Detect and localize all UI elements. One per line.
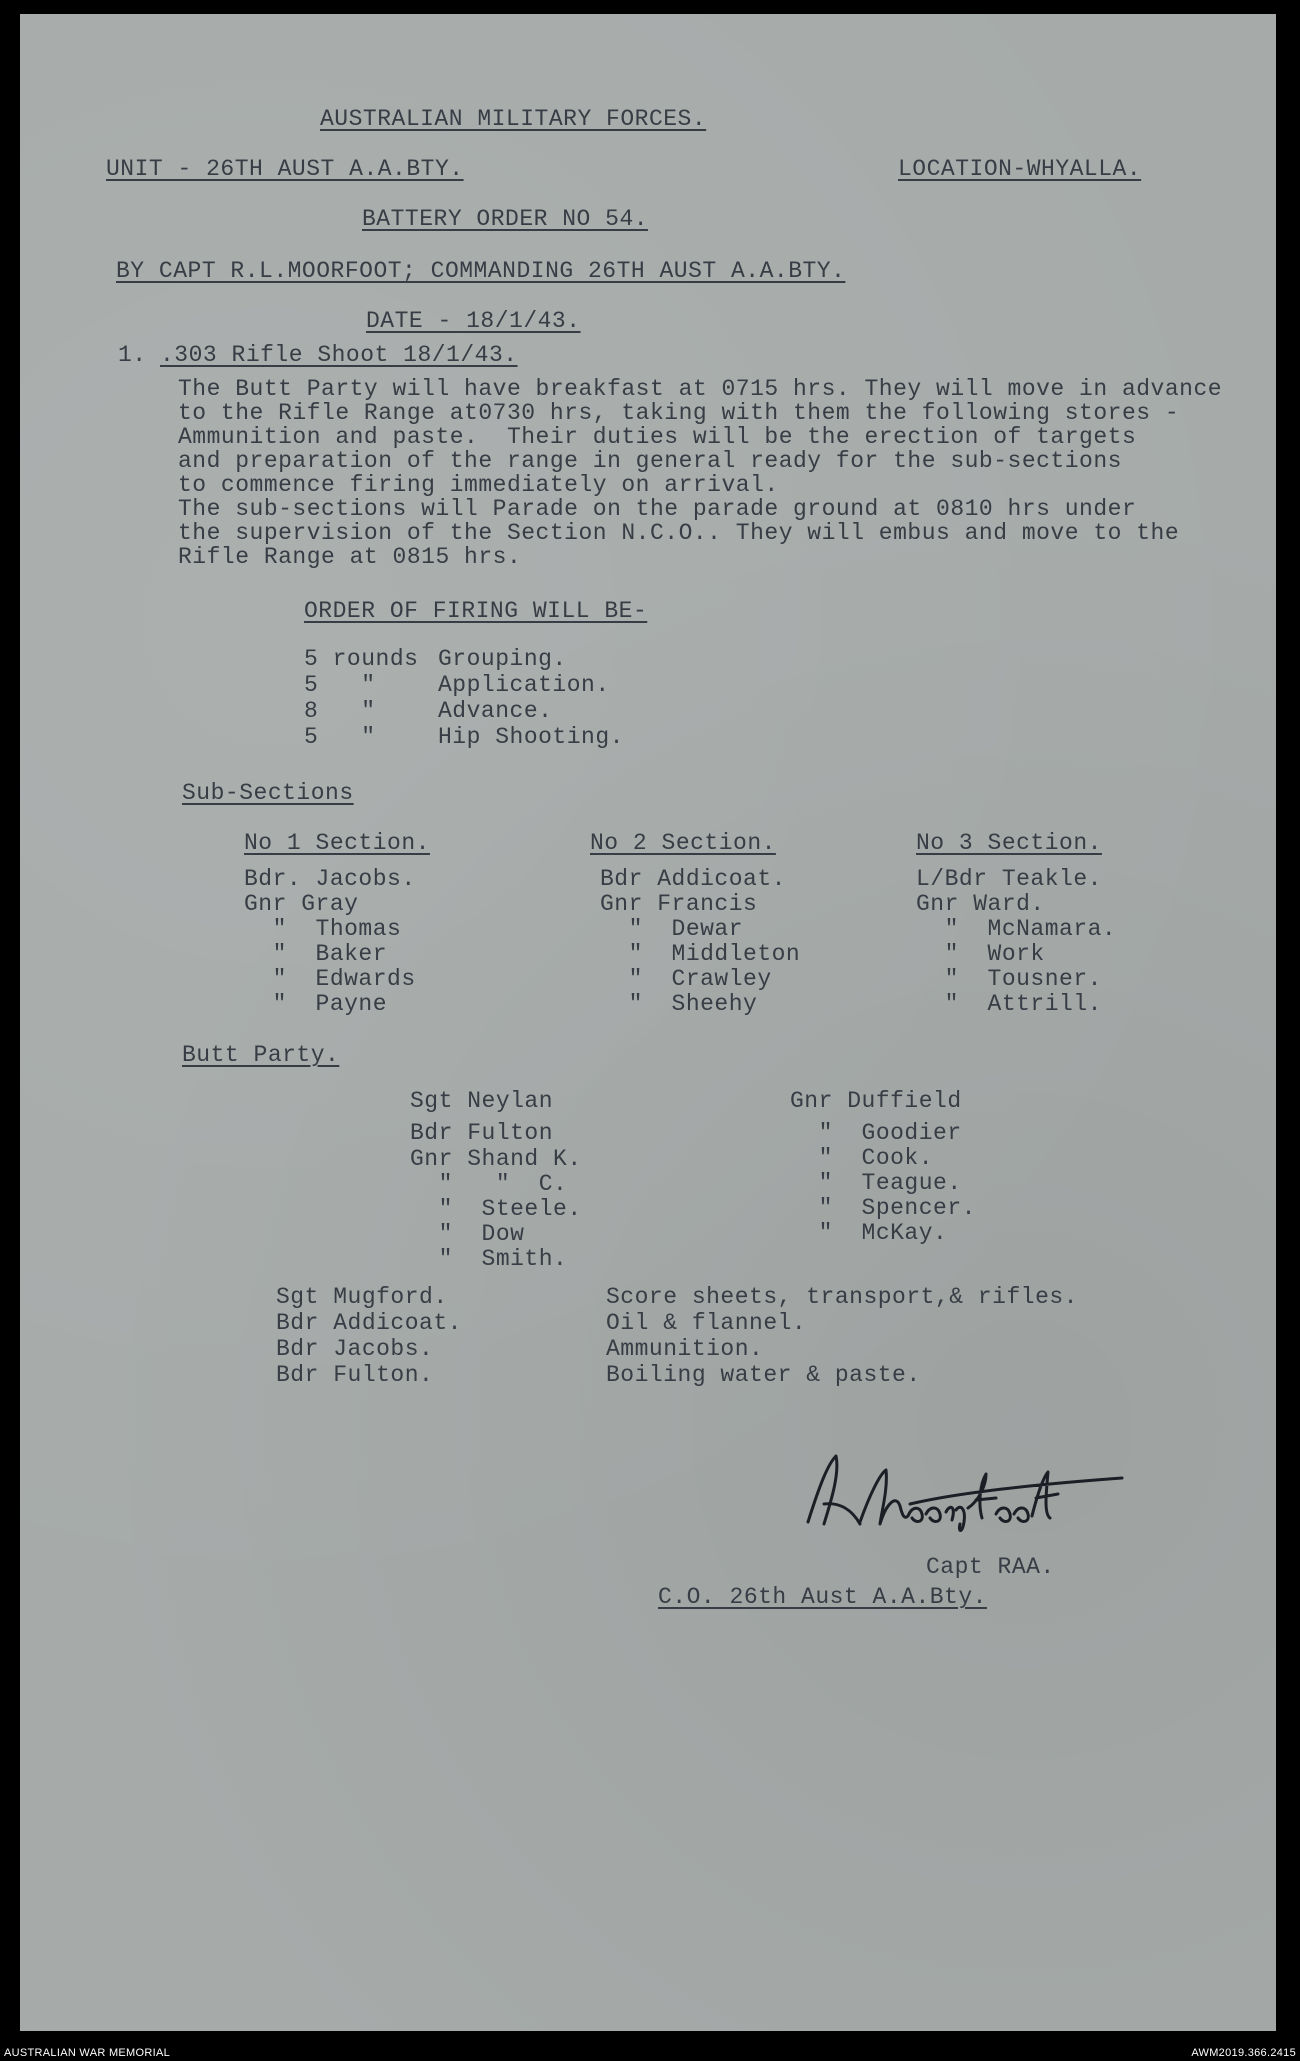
forces-heading: AUSTRALIAN MILITARY FORCES.	[320, 106, 707, 132]
roster-entry: " Work	[916, 941, 1045, 967]
firing-type: Application.	[438, 672, 610, 698]
duty-task: Ammunition.	[606, 1336, 764, 1362]
paragraph-line: The sub-sections will Parade on the parade ground at 0810 hrs under	[178, 496, 1137, 522]
paragraph-line: to the Rifle Range at0730 hrs, taking with them the following stores -	[178, 400, 1180, 426]
section-title: No 1 Section.	[244, 830, 430, 856]
roster-entry: Bdr Fulton	[410, 1120, 554, 1146]
roster-entry: " Dow	[410, 1221, 525, 1247]
roster-entry: Gnr Shand K.	[410, 1146, 582, 1172]
roster-entry: " Dewar	[600, 916, 744, 942]
roster-entry: Bdr Addicoat.	[600, 866, 786, 892]
firing-rounds: 8 "	[304, 698, 376, 724]
paragraph-line: Rifle Range at 0815 hrs.	[178, 544, 522, 570]
roster-entry: Gnr Francis	[600, 891, 758, 917]
roster-entry: " Tousner.	[916, 966, 1102, 992]
paragraph-line: the supervision of the Section N.C.O.. They will embus and move to the	[178, 520, 1180, 546]
roster-entry: " " C.	[410, 1171, 568, 1197]
paragraph-line: to commence firing immediately on arrival.	[178, 472, 779, 498]
order-date: DATE - 18/1/43.	[366, 308, 581, 334]
signatory-title: C.O. 26th Aust A.A.Bty.	[658, 1584, 987, 1610]
roster-entry: Bdr. Jacobs.	[244, 866, 416, 892]
duty-task: Boiling water & paste.	[606, 1362, 921, 1388]
order-number: BATTERY ORDER NO 54.	[362, 206, 649, 232]
firing-rounds: 5 "	[304, 672, 376, 698]
handwritten-signature	[800, 1444, 1130, 1534]
firing-type: Hip Shooting.	[438, 724, 624, 750]
firing-rounds: 5 rounds	[304, 646, 419, 672]
roster-entry: " Middleton	[600, 941, 801, 967]
roster-entry: " Cook.	[790, 1145, 934, 1171]
roster-entry: Gnr Gray	[244, 891, 359, 917]
duty-task: Score sheets, transport,& rifles.	[606, 1284, 1078, 1310]
roster-entry: " Teague.	[790, 1170, 962, 1196]
roster-entry: " Steele.	[410, 1196, 582, 1222]
butt-party-heading: Butt Party.	[182, 1042, 340, 1068]
firing-rounds: 5 "	[304, 724, 376, 750]
roster-entry: " Smith.	[410, 1246, 568, 1272]
firing-type: Advance.	[438, 698, 553, 724]
roster-entry: " Baker	[244, 941, 388, 967]
roster-entry: Gnr Duffield	[790, 1088, 962, 1114]
roster-entry: " Payne	[244, 991, 388, 1017]
section-number: 1.	[118, 342, 147, 368]
roster-entry: " McNamara.	[916, 916, 1117, 942]
firing-type: Grouping.	[438, 646, 567, 672]
roster-entry: Gnr Ward.	[916, 891, 1045, 917]
location-line: LOCATION-WHYALLA.	[898, 156, 1142, 182]
roster-entry: " Sheehy	[600, 991, 758, 1017]
issued-by-line: BY CAPT R.L.MOORFOOT; COMMANDING 26TH AUST A.A.BTY.	[116, 258, 846, 284]
footer-accession-number: AWM2019.366.2415	[1191, 2047, 1296, 2059]
roster-entry: " Thomas	[244, 916, 402, 942]
signatory-rank: Capt RAA.	[926, 1554, 1055, 1580]
roster-entry: " McKay.	[790, 1220, 948, 1246]
duty-name: Bdr Fulton.	[276, 1362, 434, 1388]
section-title: No 2 Section.	[590, 830, 776, 856]
roster-entry: " Attrill.	[916, 991, 1102, 1017]
roster-entry: Sgt Neylan	[410, 1088, 554, 1114]
document-sheet	[20, 14, 1276, 2031]
paragraph-line: Ammunition and paste. Their duties will be the erection of targets	[178, 424, 1137, 450]
paragraph-line: and preparation of the range in general ready for the sub-sections	[178, 448, 1122, 474]
footer-credit: AUSTRALIAN WAR MEMORIAL	[4, 2047, 171, 2059]
roster-entry: " Edwards	[244, 966, 416, 992]
duty-name: Bdr Addicoat.	[276, 1310, 462, 1336]
roster-entry: " Spencer.	[790, 1195, 976, 1221]
unit-line: UNIT - 26TH AUST A.A.BTY.	[106, 156, 464, 182]
subsections-heading: Sub-Sections	[182, 780, 354, 806]
roster-entry: " Crawley	[600, 966, 772, 992]
section-title: .303 Rifle Shoot 18/1/43.	[160, 342, 518, 368]
duty-task: Oil & flannel.	[606, 1310, 807, 1336]
duty-name: Bdr Jacobs.	[276, 1336, 434, 1362]
duty-name: Sgt Mugford.	[276, 1284, 448, 1310]
section-title: No 3 Section.	[916, 830, 1102, 856]
roster-entry: L/Bdr Teakle.	[916, 866, 1102, 892]
paragraph-line: The Butt Party will have breakfast at 0715 hrs. They will move in advance	[178, 376, 1223, 402]
roster-entry: " Goodier	[790, 1120, 962, 1146]
firing-order-heading: ORDER OF FIRING WILL BE-	[304, 598, 648, 624]
